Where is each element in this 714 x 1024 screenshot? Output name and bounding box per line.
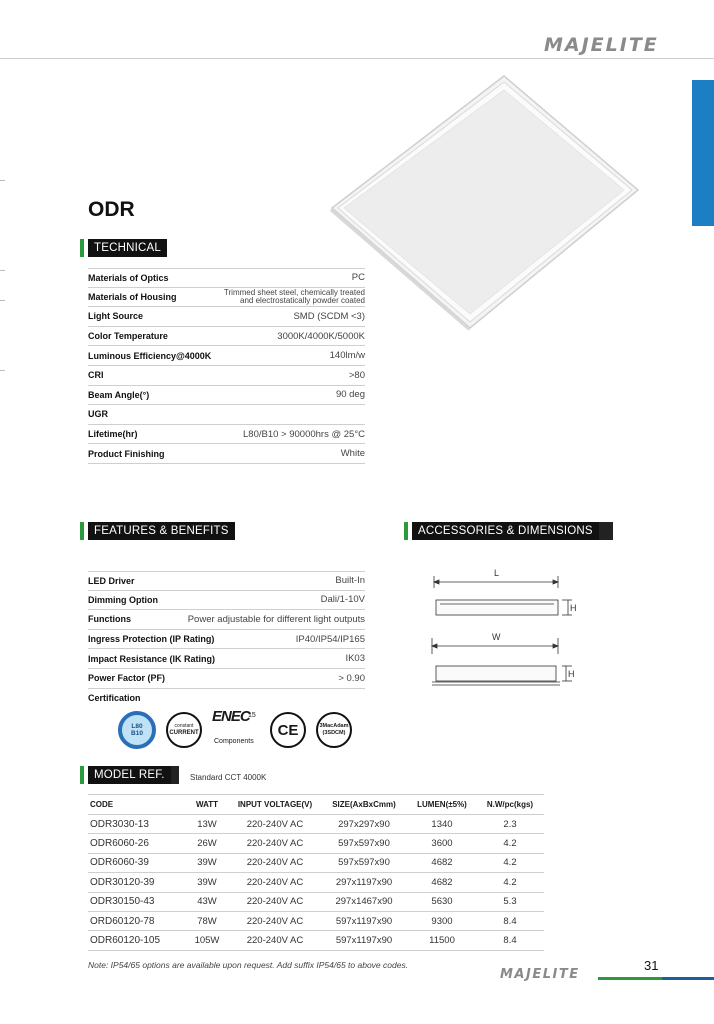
edge-mark (0, 300, 5, 301)
spec-row (88, 689, 365, 709)
spec-row (88, 425, 365, 445)
table-cell: 5630 (408, 892, 476, 911)
spec-label: Power Factor (PF) (88, 673, 166, 684)
model-table-header (88, 795, 544, 815)
badge-text: L80 (131, 723, 143, 730)
spec-row (88, 307, 365, 327)
constant-current-badge (166, 712, 202, 748)
spec-label: Light Source (88, 311, 144, 322)
table-cell: 297x297x90 (320, 815, 408, 834)
dim-label-h: H (570, 603, 577, 613)
spec-label: Functions (88, 614, 131, 625)
spec-row (88, 669, 365, 689)
spec-label: Ingress Protection (IP Rating) (88, 634, 215, 645)
spec-value: Built-In (335, 575, 365, 587)
heading-accent (80, 766, 84, 784)
model-heading (80, 766, 179, 784)
table-row (88, 834, 544, 853)
spec-row (88, 366, 365, 386)
table-cell: 597x597x90 (320, 853, 408, 872)
table-cell: 597x597x90 (320, 834, 408, 853)
spec-label: Materials of Housing (88, 291, 177, 302)
accessories-heading-label: ACCESSORIES & DIMENSIONS (412, 522, 599, 540)
spec-row (88, 571, 365, 591)
table-cell: 2.3 (476, 815, 544, 834)
spec-label: Luminous Efficiency@4000K (88, 350, 212, 361)
heading-accent (404, 522, 408, 540)
page-number: 31 (644, 958, 659, 973)
enec-number: 15 (248, 712, 256, 719)
technical-heading-label: TECHNICAL (88, 239, 167, 257)
table-cell: 39W (184, 853, 230, 872)
spec-label: Certification (88, 693, 141, 704)
footer-blue-bar (662, 977, 714, 980)
table-cell: 297x1467x90 (320, 892, 408, 911)
badge-text: constant (174, 723, 194, 729)
column-header: WATT (184, 795, 230, 815)
table-row (88, 815, 544, 834)
table-cell: ORD60120-78 (88, 911, 184, 930)
spec-value: >80 (348, 369, 365, 381)
spec-row (88, 268, 365, 288)
table-cell: 43W (184, 892, 230, 911)
table-cell: 220-240V AC (230, 892, 320, 911)
table-row (88, 911, 544, 930)
spec-value: L80/B10 > 90000hrs @ 25°C (243, 428, 365, 440)
spec-value: 90 deg (335, 389, 365, 401)
certification-badges (118, 710, 362, 750)
table-cell: 4.2 (476, 853, 544, 872)
technical-heading (80, 239, 167, 257)
spec-value: > 0.90 (338, 672, 365, 684)
table-cell: 1340 (408, 815, 476, 834)
column-header: N.W/pc(kgs) (476, 795, 544, 815)
table-cell: 220-240V AC (230, 873, 320, 892)
spec-row (88, 591, 365, 611)
heading-tail (599, 522, 613, 540)
spec-label: CRI (88, 370, 104, 381)
spec-row (88, 288, 365, 308)
header-rule (0, 58, 714, 59)
spec-row (88, 327, 365, 347)
spec-value: IK03 (345, 653, 365, 665)
footer-note: Note: IP54/65 options are available upon request. Add suffix IP54/65 to above codes. (88, 960, 409, 970)
spec-row (88, 649, 365, 669)
spec-row (88, 610, 365, 630)
side-tab-marker (692, 80, 714, 226)
column-header: LUMEN(±5%) (408, 795, 476, 815)
spec-value: White (340, 448, 365, 460)
table-cell: 9300 (408, 911, 476, 930)
features-heading-label: FEATURES & BENEFITS (88, 522, 235, 540)
spec-value: Dali/1-10V (320, 594, 365, 606)
spec-value: Power adjustable for different light outputs (187, 613, 365, 625)
table-cell: ODR60120-105 (88, 931, 184, 950)
features-heading (80, 522, 235, 540)
table-cell: 5.3 (476, 892, 544, 911)
dimensions-drawing (428, 562, 588, 692)
table-cell: ODR6060-39 (88, 853, 184, 872)
spec-value: SMD (SCDM <3) (293, 310, 365, 322)
table-cell: 39W (184, 873, 230, 892)
spec-value: 3000K/4000K/5000K (277, 330, 365, 342)
product-title: ODR (88, 198, 135, 221)
heading-tail (171, 766, 179, 784)
model-table (88, 794, 544, 951)
panel-light-image (330, 70, 640, 330)
table-cell: 4682 (408, 853, 476, 872)
column-header: INPUT VOLTAGE(V) (230, 795, 320, 815)
table-cell: ODR30150-43 (88, 892, 184, 911)
table-cell: 220-240V AC (230, 815, 320, 834)
badge-text: (3SDCM) (322, 730, 346, 736)
table-cell: 220-240V AC (230, 853, 320, 872)
spec-row (88, 346, 365, 366)
footer-green-bar (598, 977, 662, 980)
enec-badge (212, 710, 260, 750)
badge-text: B10 (131, 730, 143, 737)
spec-value-line: and electrostatically powder coated (240, 295, 365, 305)
table-row (88, 873, 544, 892)
table-row (88, 892, 544, 911)
dim-label-h2: H (568, 669, 575, 679)
table-cell: 105W (184, 931, 230, 950)
table-cell: 11500 (408, 931, 476, 950)
spec-value-line: Trimmed sheet steel, chemically treated (223, 287, 365, 297)
spec-label: Dimming Option (88, 594, 158, 605)
table-cell: 8.4 (476, 911, 544, 930)
spec-label: LED Driver (88, 575, 135, 586)
table-cell: 220-240V AC (230, 931, 320, 950)
spec-label: Materials of Optics (88, 272, 169, 283)
table-cell: 597x1197x90 (320, 931, 408, 950)
spec-label: Beam Angle(°) (88, 389, 150, 400)
spec-value (224, 289, 365, 305)
spec-row (88, 630, 365, 650)
edge-mark (0, 370, 5, 371)
table-cell: 597x1197x90 (320, 911, 408, 930)
table-cell: 220-240V AC (230, 911, 320, 930)
brand-logo-bottom: MAJELITE (500, 967, 580, 982)
spec-row (88, 444, 365, 464)
table-cell: 220-240V AC (230, 834, 320, 853)
dim-label-l: L (494, 568, 500, 578)
table-row (88, 931, 544, 950)
technical-spec-table (88, 268, 365, 464)
heading-accent (80, 239, 84, 257)
column-header: CODE (88, 795, 184, 815)
accessories-heading (404, 522, 613, 540)
column-header: SIZE(AxBxCmm) (320, 795, 408, 815)
spec-value: IP40/IP54/IP165 (295, 633, 365, 645)
spec-row (88, 405, 365, 425)
table-cell: ODR3030-13 (88, 815, 184, 834)
table-cell: 78W (184, 911, 230, 930)
table-row (88, 853, 544, 872)
spec-value: 140lm/w (329, 350, 365, 362)
edge-mark (0, 270, 5, 271)
model-heading-label: MODEL REF. (88, 766, 171, 784)
spec-label: Impact Resistance (IK Rating) (88, 653, 216, 664)
table-cell: 4682 (408, 873, 476, 892)
table-cell: 8.4 (476, 931, 544, 950)
table-cell: 4.2 (476, 873, 544, 892)
spec-value: PC (351, 272, 365, 284)
enec-mark: ENEC (212, 708, 250, 725)
table-cell: 13W (184, 815, 230, 834)
l80-b10-badge (118, 711, 156, 749)
badge-text: 3MacAdam (319, 723, 349, 729)
enec-caption: Components (214, 738, 254, 745)
table-cell: 297x1197x90 (320, 873, 408, 892)
spec-label: UGR (88, 409, 108, 420)
dim-label-w: W (492, 632, 501, 642)
spec-label: Color Temperature (88, 331, 168, 342)
edge-mark (0, 180, 5, 181)
brand-logo-top: MAJELITE (544, 34, 659, 56)
ce-badge: CE (270, 712, 306, 748)
features-spec-table (88, 571, 365, 708)
table-cell: 3600 (408, 834, 476, 853)
macadam-badge (316, 712, 352, 748)
spec-label: Product Finishing (88, 448, 165, 459)
table-cell: 26W (184, 834, 230, 853)
spec-label: Lifetime(hr) (88, 429, 138, 440)
table-cell: ODR6060-26 (88, 834, 184, 853)
spec-row (88, 386, 365, 406)
model-note: Standard CCT 4000K (190, 773, 267, 782)
badge-text: CURRENT (169, 730, 199, 736)
table-cell: 4.2 (476, 834, 544, 853)
table-cell: ODR30120-39 (88, 873, 184, 892)
heading-accent (80, 522, 84, 540)
